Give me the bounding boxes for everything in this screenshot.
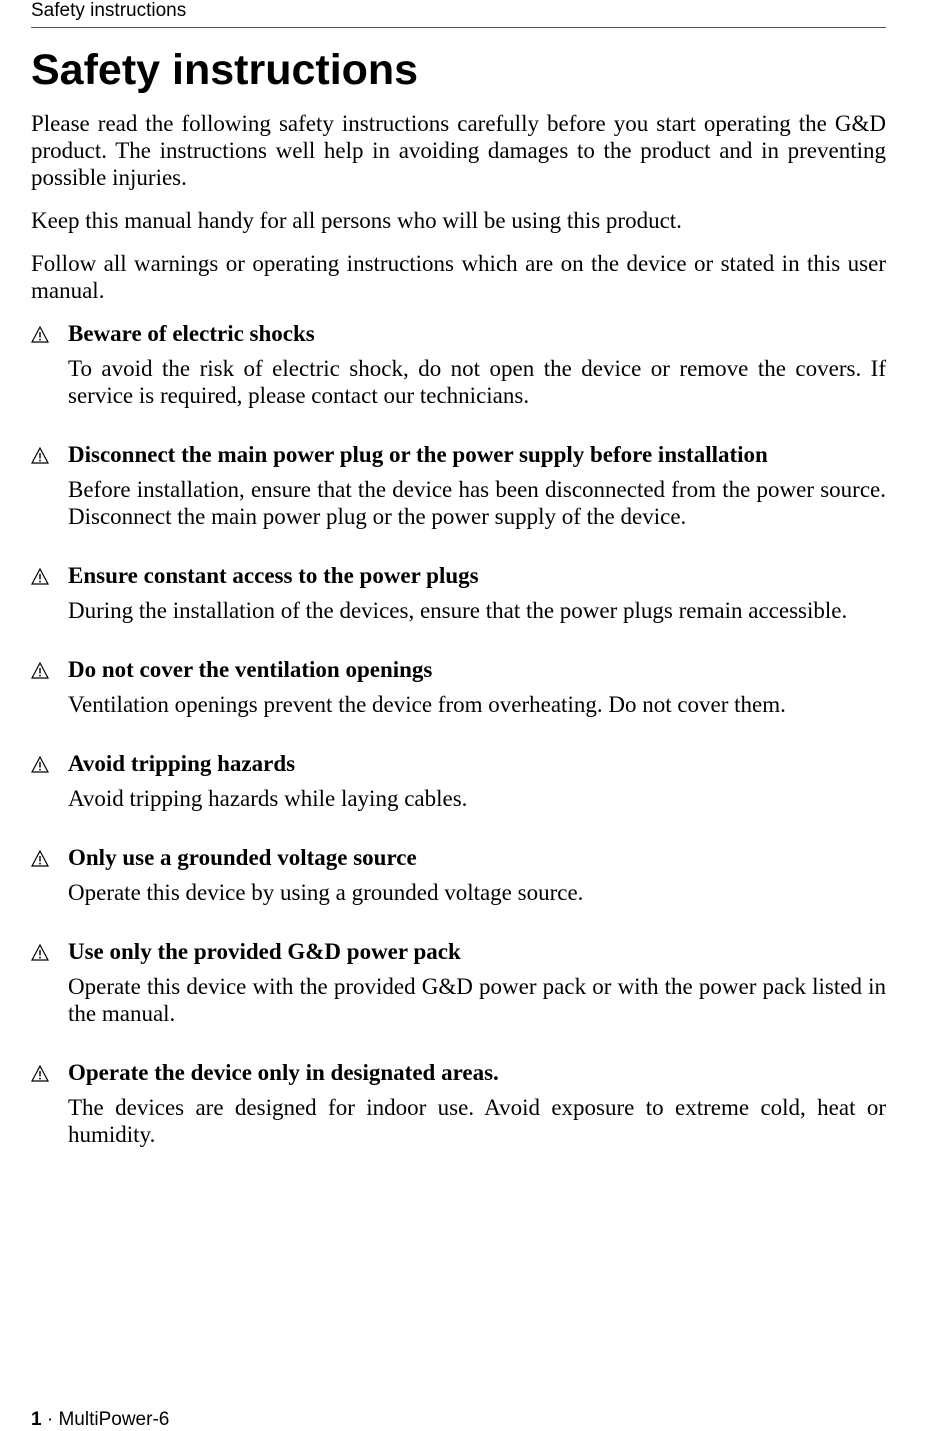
- page-title: Safety instructions: [31, 46, 419, 94]
- running-header: Safety instructions: [31, 0, 886, 28]
- warning-body: [68, 750, 886, 828]
- page-footer: [31, 1409, 169, 1431]
- warning-heading: Disconnect the main power plug or the power supply before installation: [68, 442, 768, 467]
- warning-item: [31, 844, 886, 922]
- warning-body: [68, 1059, 886, 1164]
- warning-triangle-icon: [31, 562, 68, 640]
- warning-triangle-icon: [31, 656, 68, 734]
- warning-heading: Ensure constant access to the power plugs: [68, 563, 479, 588]
- warning-heading: Beware of electric shocks: [68, 321, 315, 346]
- warning-item: [31, 441, 886, 546]
- warning-body: [68, 656, 886, 734]
- warning-item: [31, 320, 886, 425]
- warning-triangle-icon: [31, 844, 68, 922]
- warning-text: During the installation of the devices, ensure that the power plugs remain accessible.: [68, 598, 848, 623]
- footer-separator: ·: [46, 1409, 54, 1430]
- warning-body: [68, 844, 886, 922]
- content: [31, 110, 886, 1180]
- warning-triangle-icon: [31, 938, 68, 1043]
- warning-text: Avoid tripping hazards while laying cables.: [68, 786, 468, 811]
- warning-text: Ventilation openings prevent the device from overheating. Do not cover them.: [68, 692, 786, 717]
- warning-text: Before installation, ensure that the device has been disconnected from the power source. Disconnect the main power plug or the power supply of the device.: [68, 477, 886, 529]
- warning-heading: Only use a grounded voltage source: [68, 845, 417, 870]
- warning-body: [68, 441, 886, 546]
- warning-triangle-icon: [31, 441, 68, 546]
- warning-triangle-icon: [31, 1059, 68, 1164]
- warning-text: Operate this device with the provided G&D power pack or with the power pack listed in the manual.: [68, 974, 886, 1026]
- warning-heading: Operate the device only in designated areas.: [68, 1060, 499, 1085]
- warning-text: Operate this device by using a grounded voltage source.: [68, 880, 584, 905]
- warning-body: [68, 320, 886, 425]
- warning-body: [68, 938, 886, 1043]
- warning-item: [31, 750, 886, 828]
- warning-item: [31, 562, 886, 640]
- warning-body: [68, 562, 886, 640]
- warning-heading: Use only the provided G&D power pack: [68, 939, 461, 964]
- warning-heading: Do not cover the ventilation openings: [68, 657, 433, 682]
- intro-paragraph: Follow all warnings or operating instructions which are on the device or stated in this user manual.: [31, 251, 886, 303]
- intro-paragraph: Please read the following safety instructions carefully before you start operating the G&D product. The instructions well help in avoiding damages to the product and in preventing possible injuries.: [31, 111, 886, 190]
- page-number: 1: [31, 1409, 42, 1430]
- warning-triangle-icon: [31, 320, 68, 425]
- warning-text: The devices are designed for indoor use. Avoid exposure to extreme cold, heat or humidity.: [68, 1095, 886, 1147]
- warning-text: To avoid the risk of electric shock, do not open the device or remove the covers. If service is required, please contact our technicians.: [68, 356, 886, 408]
- warning-item: [31, 1059, 886, 1164]
- intro-paragraph: Keep this manual handy for all persons who will be using this product.: [31, 208, 682, 233]
- warning-item: [31, 938, 886, 1043]
- warning-triangle-icon: [31, 750, 68, 828]
- warning-item: [31, 656, 886, 734]
- footer-product: MultiPower-6: [58, 1409, 170, 1430]
- warning-heading: Avoid tripping hazards: [68, 751, 296, 776]
